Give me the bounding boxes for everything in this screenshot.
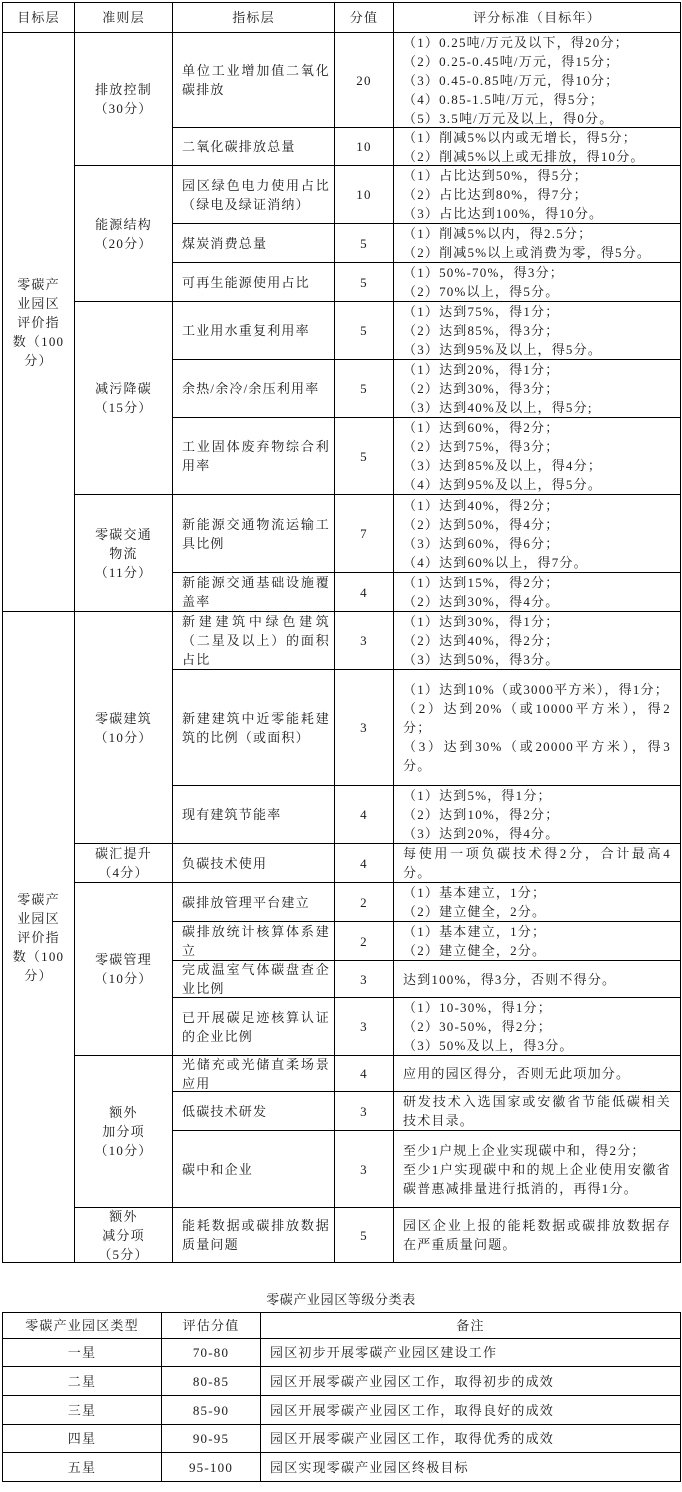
goal-layer-text: 零碳产 — [17, 891, 60, 907]
header-score — [335, 3, 394, 33]
indicator-name: 新建建筑中绿色建筑（二星及以上）的面积占比 — [182, 614, 330, 667]
indicator-name: 煤炭消费总量 — [182, 235, 268, 251]
scoring-standard-item: （2）削减5%以上或消费为零，得5分。 — [403, 245, 652, 260]
scoring-standard-cell — [394, 495, 681, 573]
indicator-score-cell — [335, 612, 394, 670]
indicator-score: 3 — [360, 1019, 368, 1034]
scoring-standard-item: （1）0.25吨/万元及以下，得20分； — [403, 34, 629, 50]
scoring-standard-item: （2）占比达到80%，得7分； — [403, 187, 588, 202]
grade-type-cell — [3, 1367, 162, 1396]
indicator-score-cell — [335, 360, 394, 418]
indicator-score: 2 — [360, 894, 368, 910]
criteria-layer-text: （4分） — [98, 865, 149, 880]
indicator-score-cell — [335, 224, 394, 263]
scoring-standard-item: （2）建立健全，2分。 — [403, 904, 547, 919]
indicator-name: 低碳技术研发 — [182, 1103, 268, 1119]
grade-score-range: 85-90 — [192, 1402, 230, 1418]
header-scoring-standard — [394, 3, 681, 33]
criteria-layer-cell — [75, 495, 173, 612]
scoring-standard-cell — [394, 1092, 681, 1131]
indicator-score-cell — [335, 961, 394, 998]
scoring-standard-cell — [394, 670, 681, 786]
scoring-standard-item: 研发技术入选国家或安徽省节能低碳相关技术目录。 — [403, 1094, 671, 1128]
indicator-name-cell — [173, 1208, 335, 1263]
indicator-score-cell — [335, 1092, 394, 1131]
criteria-layer-text: 减分项 — [102, 1227, 145, 1243]
indicator-score-cell — [335, 33, 394, 128]
scoring-standard-item: 应用的园区得分，否则无此项加分。 — [403, 1066, 631, 1081]
header-goal-layer-label: 目标层 — [17, 10, 60, 25]
criteria-layer-cell — [75, 166, 173, 302]
indicator-score: 3 — [360, 633, 368, 648]
scoring-standard-item: （1）达到5%，得1分； — [403, 788, 552, 803]
indicator-score-cell — [335, 1131, 394, 1208]
indicator-name-cell — [173, 360, 335, 418]
grade-note-cell — [261, 1339, 681, 1367]
indicator-name: 二氧化碳排放总量 — [182, 139, 296, 154]
scoring-standard-cell — [394, 302, 681, 360]
indicator-name: 能耗数据或碳排放数据质量问题 — [182, 1218, 330, 1252]
scoring-standard-item: （1）削减5%以内或无增长，得5分； — [403, 129, 637, 145]
header-park-type — [3, 1313, 162, 1339]
scoring-standard-cell — [394, 224, 681, 263]
indicator-score-cell — [335, 418, 394, 495]
scoring-standard-item: 达到100%，得3分，否则不得分。 — [403, 971, 617, 987]
criteria-layer-text: 物流 — [109, 545, 138, 561]
indicator-score-cell — [335, 844, 394, 883]
grade-note-cell — [261, 1425, 681, 1453]
indicator-name: 新建建筑中近零能耗建筑的比例（或面积） — [182, 710, 330, 745]
indicator-name: 负碳技术使用 — [182, 855, 268, 871]
grade-type: 一星 — [67, 1345, 97, 1360]
scoring-standard-cell — [394, 33, 681, 128]
scoring-standard-item: 至少1户实现碳中和的规上企业使用安徽省碳普惠减排量进行抵消的，再得1分。 — [403, 1161, 671, 1196]
header-criteria-layer — [75, 3, 173, 33]
indicator-name: 单位工业增加值二氧化碳排放 — [182, 63, 330, 97]
indicator-name-cell — [173, 166, 335, 224]
criteria-layer-text: 零碳交通 — [95, 526, 152, 542]
grade-score-range-cell — [162, 1425, 261, 1453]
indicator-name-cell — [173, 302, 335, 360]
header-criteria-layer-label: 准则层 — [102, 10, 145, 25]
grade-type-cell — [3, 1396, 162, 1425]
indicator-name-cell — [173, 844, 335, 883]
goal-layer-text: 分） — [24, 967, 53, 983]
indicator-name-cell — [173, 495, 335, 573]
scoring-standard-cell — [394, 573, 681, 612]
indicator-score: 5 — [360, 235, 368, 251]
scoring-standard-cell — [394, 786, 681, 844]
scoring-standard-item: （1）达到75%，得1分； — [403, 304, 560, 319]
criteria-layer-cell — [75, 1208, 173, 1263]
grade-classification-table — [2, 1312, 681, 1482]
goal-layer-cell — [3, 33, 75, 612]
grade-note-cell — [261, 1367, 681, 1396]
grade-score-range-cell — [162, 1339, 261, 1367]
indicator-score-cell — [335, 495, 394, 573]
indicator-name-cell — [173, 418, 335, 495]
scoring-standard-item: （1）10-30%，得1分； — [403, 1000, 552, 1015]
indicator-score: 7 — [360, 526, 368, 541]
grade-type-cell — [3, 1453, 162, 1482]
header-indicator-layer-label: 指标层 — [232, 10, 275, 25]
header-score-range — [162, 1313, 261, 1339]
goal-layer-text: 数（100 — [12, 333, 65, 349]
scoring-standard-item: （3）达到95%及以上，得5分。 — [403, 342, 603, 357]
scoring-standard-item: 至少1户规上企业实现碳中和，得2分； — [403, 1142, 646, 1158]
indicator-score: 5 — [360, 381, 368, 396]
scoring-standard-item: （1）占比达到50%，得5分； — [403, 168, 588, 183]
indicator-score-cell — [335, 1208, 394, 1263]
grade-score-range-cell — [162, 1396, 261, 1425]
grade-score-range-cell — [162, 1367, 261, 1396]
indicator-score-cell — [335, 786, 394, 844]
criteria-layer-text: 额外 — [109, 1208, 138, 1224]
scoring-standard-cell — [394, 883, 681, 922]
evaluation-index-table — [2, 2, 681, 1263]
indicator-name-cell — [173, 612, 335, 670]
criteria-layer-text: （30分） — [94, 101, 153, 116]
criteria-layer-cell — [75, 302, 173, 495]
indicator-name-cell — [173, 1092, 335, 1131]
criteria-layer-cell — [75, 33, 173, 166]
indicator-name: 已开展碳足迹核算认证的企业比例 — [182, 1009, 330, 1044]
indicator-name-cell — [173, 961, 335, 998]
scoring-standard-cell — [394, 128, 681, 166]
scoring-standard-item: （3）达到30%（或20000平方米），得3分。 — [403, 739, 671, 773]
grade-type: 三星 — [67, 1402, 97, 1418]
scoring-standard-item: （1）50%-70%，得3分； — [403, 265, 564, 280]
scoring-standard-item: （2）建立健全，2分。 — [403, 943, 547, 958]
scoring-standard-item: （2）削减5%以上或无排放，得10分。 — [403, 148, 645, 164]
indicator-name: 园区绿色电力使用占比（绿电及绿证消纳） — [182, 177, 330, 212]
scoring-standard-item: （3）达到40%及以上，得5分; — [403, 400, 593, 415]
indicator-score: 5 — [360, 448, 368, 464]
indicator-name: 完成温室气体碳盘查企业比例 — [182, 962, 330, 996]
grade-score-range-cell — [162, 1453, 261, 1482]
grade-note: 园区开展零碳产业园区工作，取得优秀的成效 — [270, 1431, 555, 1446]
indicator-name-cell — [173, 922, 335, 961]
indicator-score: 4 — [360, 807, 368, 822]
indicator-score-cell — [335, 573, 394, 612]
scoring-standard-cell — [394, 1131, 681, 1208]
scoring-standard-item: （2）达到85%，得3分； — [403, 323, 560, 338]
header-scoring-standard-label: 评分标准（目标年） — [473, 10, 601, 25]
criteria-layer-cell — [75, 883, 173, 1056]
criteria-layer-cell — [75, 844, 173, 883]
indicator-score-cell — [335, 302, 394, 360]
indicator-name: 可再生能源使用占比 — [182, 274, 310, 290]
grade-score-range: 90-95 — [192, 1431, 230, 1446]
criteria-layer-text: （10分） — [94, 1143, 153, 1158]
scoring-standard-cell — [394, 998, 681, 1056]
indicator-name-cell — [173, 224, 335, 263]
indicator-name-cell — [173, 670, 335, 786]
goal-layer-text: 评价指 — [17, 314, 60, 330]
indicator-name-cell — [173, 33, 335, 128]
indicator-name-cell — [173, 998, 335, 1056]
indicator-score: 2 — [360, 933, 368, 949]
indicator-score-cell — [335, 166, 394, 224]
scoring-standard-cell — [394, 360, 681, 418]
criteria-layer-text: 减污降碳 — [95, 381, 152, 396]
scoring-standard-item: （2）达到75%，得3分； — [403, 439, 560, 454]
indicator-name: 碳排放统计核算体系建立 — [182, 924, 330, 958]
indicator-score-cell — [335, 922, 394, 961]
indicator-name-cell — [173, 263, 335, 302]
indicator-score: 20 — [356, 72, 372, 88]
scoring-standard-item: （3）占比达到100%，得10分。 — [403, 206, 604, 221]
scoring-standard-item: （2）达到40%，得2分； — [403, 633, 560, 648]
scoring-standard-item: （3）达到60%，得6分； — [403, 535, 560, 551]
scoring-standard-item: （1）基本建立，1分； — [403, 924, 547, 939]
indicator-name: 新能源交通物流运输工具比例 — [182, 516, 330, 551]
criteria-layer-text: （10分） — [94, 971, 153, 986]
indicator-name: 现有建筑节能率 — [182, 807, 282, 822]
indicator-name: 碳排放管理平台建立 — [182, 894, 310, 910]
indicator-name: 余热/余冷/余压利用率 — [182, 381, 320, 396]
goal-layer-text: 零碳产 — [17, 276, 60, 292]
indicator-score-cell — [335, 670, 394, 786]
grade-score-range: 95-100 — [188, 1459, 234, 1475]
goal-layer-text: 业园区 — [17, 910, 60, 926]
grade-note: 园区初步开展零碳产业园区建设工作 — [270, 1345, 498, 1360]
header-note — [261, 1313, 681, 1339]
criteria-layer-text: 加分项 — [102, 1124, 145, 1139]
indicator-score: 10 — [356, 139, 372, 154]
scoring-standard-cell — [394, 612, 681, 670]
indicator-name-cell — [173, 573, 335, 612]
indicator-score-cell — [335, 263, 394, 302]
scoring-standard-item: （3）0.45-0.85吨/万元，得10分； — [403, 72, 620, 88]
indicator-name-cell — [173, 128, 335, 166]
scoring-standard-cell — [394, 418, 681, 495]
scoring-standard-item: （2）达到10%，得2分； — [403, 807, 560, 822]
indicator-name: 工业用水重复利用率 — [182, 323, 310, 338]
scoring-standard-item: （4）达到95%及以上，得5分。 — [403, 477, 603, 492]
scoring-standard-item: （2）达到30%，得4分。 — [403, 594, 560, 609]
indicator-name: 碳中和企业 — [182, 1161, 254, 1177]
scoring-standard-cell — [394, 263, 681, 302]
goal-layer-text: 数（100 — [12, 948, 65, 964]
criteria-layer-text: 零碳管理 — [95, 952, 152, 967]
grade-type: 四星 — [67, 1431, 97, 1446]
grade-table-title: 零碳产业园区等级分类表 — [266, 1292, 416, 1307]
criteria-layer-text: 碳汇提升 — [95, 846, 152, 861]
indicator-score: 4 — [360, 584, 368, 600]
scoring-standard-item: （5）3.5吨/万元及以上，得0分。 — [403, 110, 614, 126]
scoring-standard-item: （1）达到40%，得2分； — [403, 497, 560, 513]
scoring-standard-item: （3）达到50%，得3分。 — [403, 652, 560, 667]
criteria-layer-text: （20分） — [94, 235, 153, 251]
scoring-standard-item: （2）70%以上，得5分。 — [403, 284, 560, 299]
scoring-standard-item: （2）达到50%，得4分； — [403, 516, 560, 532]
criteria-layer-text: （10分） — [94, 729, 153, 745]
grade-note: 园区开展零碳产业园区工作，取得初步的成效 — [270, 1373, 555, 1389]
indicator-score: 4 — [360, 855, 368, 871]
grade-note: 园区实现零碳产业园区终极目标 — [270, 1459, 469, 1475]
scoring-standard-item: （1）达到20%，得1分； — [403, 362, 560, 377]
grade-note-cell — [261, 1453, 681, 1482]
indicator-score: 5 — [360, 1227, 368, 1243]
header-park-type-label: 零碳产业园区类型 — [25, 1318, 139, 1333]
header-score-range-label: 评估分值 — [182, 1318, 240, 1333]
scoring-standard-item: （1）达到15%，得2分； — [403, 575, 560, 590]
indicator-score-cell — [335, 128, 394, 166]
grade-type-cell — [3, 1339, 162, 1367]
goal-layer-text: 业园区 — [17, 295, 60, 311]
indicator-score-cell — [335, 998, 394, 1056]
goal-layer-text: 分） — [24, 352, 53, 368]
scoring-standard-item: （4）达到60%以上，得7分。 — [403, 554, 588, 570]
indicator-name-cell — [173, 883, 335, 922]
header-goal-layer — [3, 3, 75, 33]
criteria-layer-text: （11分） — [94, 564, 153, 580]
indicator-score: 10 — [356, 187, 372, 202]
indicator-name: 光储充或光储直柔场景应用 — [182, 1056, 330, 1091]
goal-layer-text: 评价指 — [17, 929, 60, 945]
criteria-layer-text: 零碳建筑 — [95, 710, 152, 726]
grade-type-cell — [3, 1425, 162, 1453]
scoring-standard-item: 每使用一项负碳技术得2分，合计最高4分。 — [403, 846, 671, 880]
indicator-score: 3 — [360, 1103, 368, 1119]
header-note-label: 备注 — [456, 1318, 485, 1333]
indicator-score-cell — [335, 1056, 394, 1092]
indicator-score: 3 — [360, 1161, 368, 1177]
scoring-standard-item: （1）达到60%，得2分； — [403, 420, 560, 435]
indicator-name: 新能源交通基础设施覆盖率 — [182, 575, 330, 609]
scoring-standard-item: （2）30-50%，得2分； — [403, 1019, 552, 1034]
scoring-standard-cell — [394, 922, 681, 961]
grade-note: 园区开展零碳产业园区工作，取得良好的成效 — [270, 1402, 555, 1418]
scoring-standard-item: （1）达到30%，得1分； — [403, 614, 560, 629]
scoring-standard-cell — [394, 1208, 681, 1263]
criteria-layer-text: 额外 — [109, 1105, 138, 1120]
scoring-standard-item: （4）0.85-1.5吨/万元，得5分； — [403, 91, 604, 107]
scoring-standard-item: （3）50%及以上，得3分。 — [403, 1038, 574, 1053]
scoring-standard-item: （1）基本建立，1分； — [403, 885, 547, 900]
grade-note-cell — [261, 1396, 681, 1425]
scoring-standard-item: 园区企业上报的能耗数据或碳排放数据存在严重质量问题。 — [403, 1218, 671, 1252]
scoring-standard-item: （1）削减5%以内，得2.5分； — [403, 226, 593, 241]
grade-score-range: 80-85 — [192, 1373, 230, 1389]
criteria-layer-text: （15分） — [94, 400, 153, 415]
indicator-score: 5 — [360, 323, 368, 338]
header-score-label: 分值 — [349, 10, 379, 25]
scoring-standard-item: （1）达到10%（或3000平方米），得1分； — [403, 682, 669, 697]
indicator-score-cell — [335, 883, 394, 922]
scoring-standard-item: （2）达到20%（或10000平方米），得2分； — [403, 701, 671, 735]
grade-type: 五星 — [67, 1459, 97, 1475]
scoring-standard-item: （3）达到85%及以上，得4分； — [403, 458, 603, 473]
scoring-standard-item: （2）达到30%，得3分； — [403, 381, 560, 396]
indicator-name-cell — [173, 1131, 335, 1208]
indicator-score: 5 — [360, 274, 368, 290]
indicator-name-cell — [173, 1056, 335, 1092]
indicator-score: 3 — [360, 971, 368, 987]
criteria-layer-text: （5分） — [98, 1246, 149, 1262]
criteria-layer-cell — [75, 1056, 173, 1208]
scoring-standard-cell — [394, 1056, 681, 1092]
scoring-standard-item: （2）0.25-0.45吨/万元，得15分； — [403, 53, 620, 69]
indicator-score: 3 — [360, 720, 368, 735]
scoring-standard-cell — [394, 166, 681, 224]
grade-type: 二星 — [67, 1373, 97, 1389]
goal-layer-cell — [3, 612, 75, 1263]
scoring-standard-cell — [394, 844, 681, 883]
criteria-layer-text: 排放控制 — [95, 82, 152, 97]
scoring-standard-item: （3）达到20%，得4分。 — [403, 826, 560, 841]
indicator-name-cell — [173, 786, 335, 844]
criteria-layer-text: 能源结构 — [95, 216, 152, 232]
scoring-standard-cell — [394, 961, 681, 998]
grade-score-range: 70-80 — [192, 1345, 230, 1360]
header-indicator-layer — [173, 3, 335, 33]
indicator-name: 工业固体废弃物综合利用率 — [182, 439, 330, 473]
indicator-score: 4 — [360, 1066, 368, 1081]
criteria-layer-cell — [75, 612, 173, 844]
